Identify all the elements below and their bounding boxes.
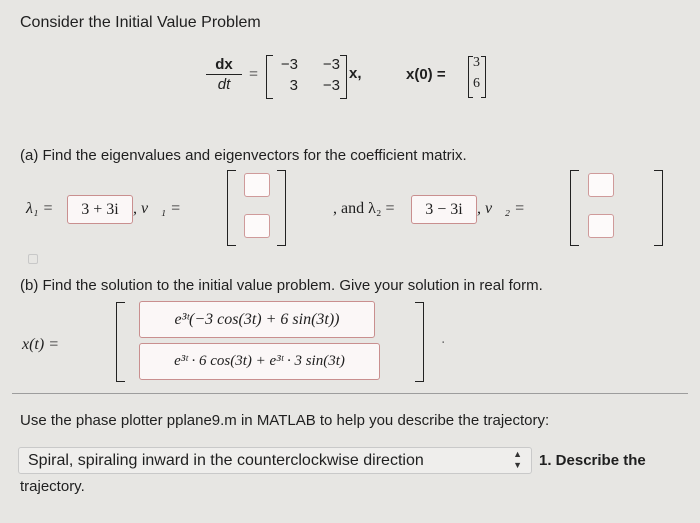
- initial-condition-label: x(0) =: [406, 66, 446, 83]
- vector-x-label: x,: [349, 65, 362, 82]
- matrix-right-bracket: [340, 55, 347, 99]
- scroll-mark-icon: [28, 254, 38, 264]
- solution-row2-input[interactable]: e³ᵗ · 6 cos(3t) + e³ᵗ · 3 sin(3t): [139, 343, 380, 380]
- divider-line: [12, 393, 688, 394]
- matrix-left-bracket: [266, 55, 273, 99]
- part-a-prompt: (a) Find the eigenvalues and eigenvectors for the coefficient matrix.: [20, 147, 467, 164]
- describe-label: 1. Describe the: [539, 452, 646, 469]
- solution-row1-input[interactable]: e³ᵗ(−3 cos(3t) + 6 sin(3t)): [139, 301, 375, 338]
- describe-label-continued: trajectory.: [20, 478, 85, 495]
- v2-label: , v⃗₂ =: [477, 200, 525, 217]
- v2-left-bracket: [570, 170, 579, 246]
- v2-component-2-input[interactable]: [588, 214, 614, 238]
- matrix-a12: −3: [322, 56, 340, 73]
- lambda1-input[interactable]: 3 + 3i: [67, 195, 133, 224]
- equals-sign: =: [249, 66, 259, 83]
- trajectory-prompt: Use the phase plotter pplane9.m in MATLAB to help you describe the trajectory:: [20, 412, 550, 429]
- x-of-t-label: x(t) =: [22, 336, 59, 353]
- solution-left-bracket: [116, 302, 125, 382]
- v1-left-bracket: [227, 170, 236, 246]
- derivative-numerator: dx: [206, 56, 242, 75]
- matrix-a21: 3: [289, 77, 298, 94]
- and-lambda2-label: , and λ₂ =: [333, 200, 395, 217]
- v2-right-bracket: [654, 170, 663, 246]
- trajectory-select[interactable]: [18, 447, 532, 474]
- matrix-a11: −3: [280, 56, 298, 73]
- derivative-fraction: [206, 56, 242, 93]
- part-b-prompt: (b) Find the solution to the initial value problem. Give your solution in real form.: [20, 277, 543, 294]
- ic-right-bracket: [481, 56, 486, 98]
- solution-period: .: [441, 330, 446, 347]
- v1-right-bracket: [277, 170, 286, 246]
- solution-right-bracket: [415, 302, 424, 382]
- derivative-denominator: dt: [217, 76, 231, 93]
- matrix-a22: −3: [322, 77, 340, 94]
- v1-label: , v⃗₁ =: [133, 200, 181, 217]
- v1-component-1-input[interactable]: [244, 173, 270, 197]
- ic-value-2: 6: [473, 76, 480, 91]
- ic-value-1: 3: [473, 55, 480, 70]
- problem-intro: Consider the Initial Value Problem: [20, 14, 261, 31]
- trajectory-selected-value: Spiral, spiraling inward in the counterclockwise direction: [28, 452, 424, 469]
- v1-component-2-input[interactable]: [244, 214, 270, 238]
- select-arrows-icon: ▲ ▼: [513, 449, 522, 470]
- lambda2-input[interactable]: 3 − 3i: [411, 195, 477, 224]
- v2-component-1-input[interactable]: [588, 173, 614, 197]
- lambda1-label: λ₁ =: [26, 200, 54, 217]
